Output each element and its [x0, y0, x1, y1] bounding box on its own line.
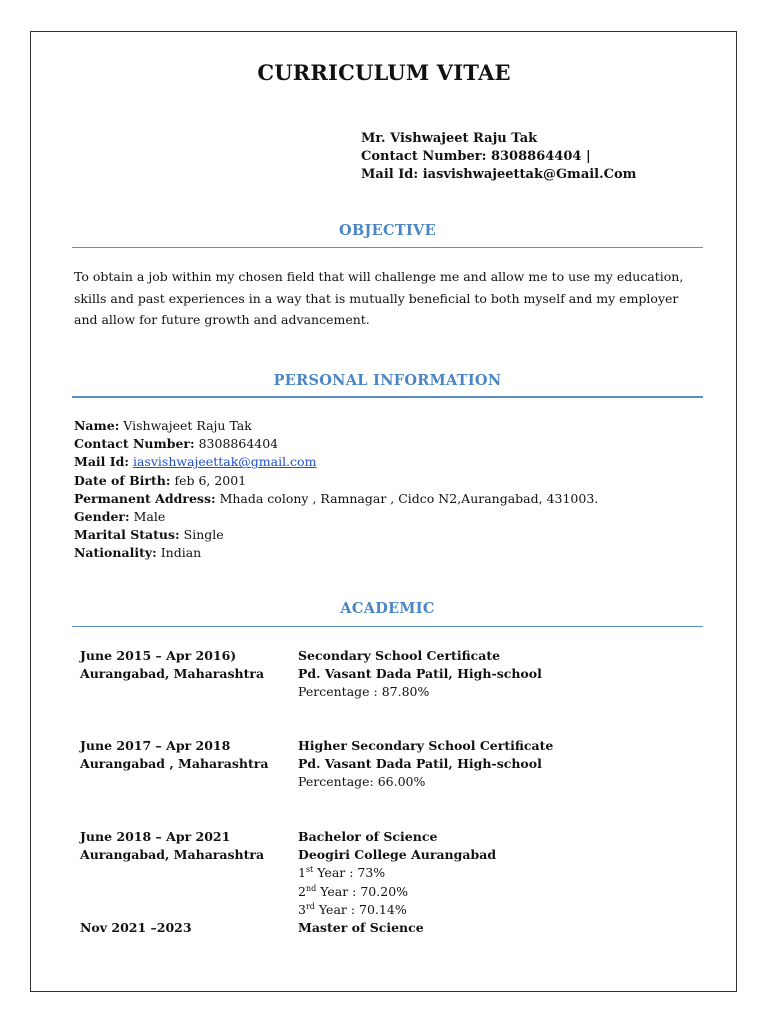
academic-institution: Pd. Vasant Dada Patil, High-school	[298, 756, 542, 772]
field-value: feb 6, 2001	[170, 472, 247, 488]
year-score: Year : 73%	[313, 865, 386, 881]
academic-entry-msc-left	[80, 919, 192, 937]
academic-place: Aurangabad, Maharashtra	[80, 666, 265, 682]
email-link[interactable]: iasvishwajeettak@gmail.com	[132, 454, 317, 470]
academic-qualification: Secondary School Certificate	[298, 648, 501, 663]
field-value: Vishwajeet Raju Tak	[119, 418, 252, 433]
field-label: Name:	[74, 418, 120, 433]
field-label: Marital Status:	[74, 527, 180, 543]
objective-heading: OBJECTIVE	[339, 222, 436, 239]
field-value: Male	[129, 509, 166, 525]
personal-info-divider	[72, 396, 703, 398]
field-label: Permanent Address:	[74, 490, 216, 506]
academic-heading: ACADEMIC	[340, 600, 435, 617]
personal-field-nationality	[74, 544, 598, 562]
header-mail: Mail Id: iasvishwajeettak@Gmail.Com	[361, 167, 637, 182]
personal-field-address	[74, 490, 598, 508]
academic-entry-ssc-left	[80, 647, 264, 683]
academic-place: Aurangabad, Maharashtra	[80, 847, 265, 863]
academic-entry-hsc-right	[298, 737, 553, 792]
field-label: Contact Number:	[74, 436, 195, 452]
academic-qualification: Master of Science	[298, 920, 424, 935]
academic-entry-hsc-left	[80, 737, 268, 773]
header-name: Mr. Vishwajeet Raju Tak	[361, 131, 538, 146]
personal-info-list	[74, 417, 598, 563]
academic-institution: Deogiri College Aurangabad	[298, 847, 497, 863]
personal-field-name	[74, 417, 598, 435]
academic-result: Percentage : 87.80%	[298, 684, 430, 700]
personal-field-mail	[74, 453, 598, 471]
header-contact-number: Contact Number: 8308864404 |	[361, 149, 591, 164]
personal-info-heading: PERSONAL INFORMATION	[273, 372, 502, 389]
academic-result: Percentage: 66.00%	[298, 774, 426, 790]
academic-entry-msc-right	[298, 919, 424, 937]
year-result-1	[298, 864, 496, 882]
year-ordinal-suffix: st	[305, 865, 314, 875]
year-score: Year : 70.14%	[314, 901, 407, 917]
field-value: Single	[179, 527, 224, 543]
personal-field-dob	[74, 472, 598, 490]
academic-entry-bsc-right	[298, 828, 496, 919]
academic-institution: Pd. Vasant Dada Patil, High-school	[298, 666, 542, 682]
year-number: 1	[298, 865, 306, 881]
academic-period: Nov 2021 –2023	[80, 920, 192, 935]
year-score: Year : 70.20%	[316, 883, 409, 899]
field-value: Indian	[156, 545, 202, 561]
year-result-2	[298, 883, 496, 901]
academic-period: June 2015 – Apr 2016)	[80, 648, 237, 663]
field-label: Gender:	[74, 509, 130, 525]
year-ordinal-suffix: nd	[305, 883, 317, 893]
field-label: Date of Birth:	[74, 472, 171, 488]
year-ordinal-suffix: rd	[305, 901, 315, 911]
field-label: Mail Id:	[74, 454, 129, 470]
field-value: Mhada colony , Ramnagar , Cidco N2,Aurangabad, 431003.	[215, 490, 599, 506]
document-title: CURRICULUM VITAE	[257, 60, 511, 85]
personal-field-gender	[74, 508, 598, 526]
year-number: 2	[298, 883, 306, 899]
year-number: 3	[298, 901, 306, 917]
academic-qualification: Higher Secondary School Certificate	[298, 738, 554, 753]
objective-divider	[72, 247, 703, 248]
header-contact-block	[361, 130, 636, 184]
academic-entry-ssc-right	[298, 647, 542, 702]
academic-entry-bsc-left	[80, 828, 264, 864]
personal-field-marital-status	[74, 526, 598, 544]
field-value: 8308864404	[194, 436, 279, 452]
academic-divider	[72, 626, 703, 627]
field-label: Nationality:	[74, 545, 157, 561]
year-result-3	[298, 901, 496, 919]
academic-period: June 2018 – Apr 2021	[80, 829, 231, 844]
academic-qualification: Bachelor of Science	[298, 829, 438, 844]
academic-place: Aurangabad , Maharashtra	[80, 756, 269, 772]
objective-text: To obtain a job within my chosen field that will challenge me and allow me to use my education, skills and past experiences in a way that is mutually beneficial to both myself and my employer and allow for future growth and advancement.	[74, 269, 684, 327]
academic-period: June 2017 – Apr 2018	[80, 738, 231, 753]
personal-field-contact	[74, 435, 598, 453]
